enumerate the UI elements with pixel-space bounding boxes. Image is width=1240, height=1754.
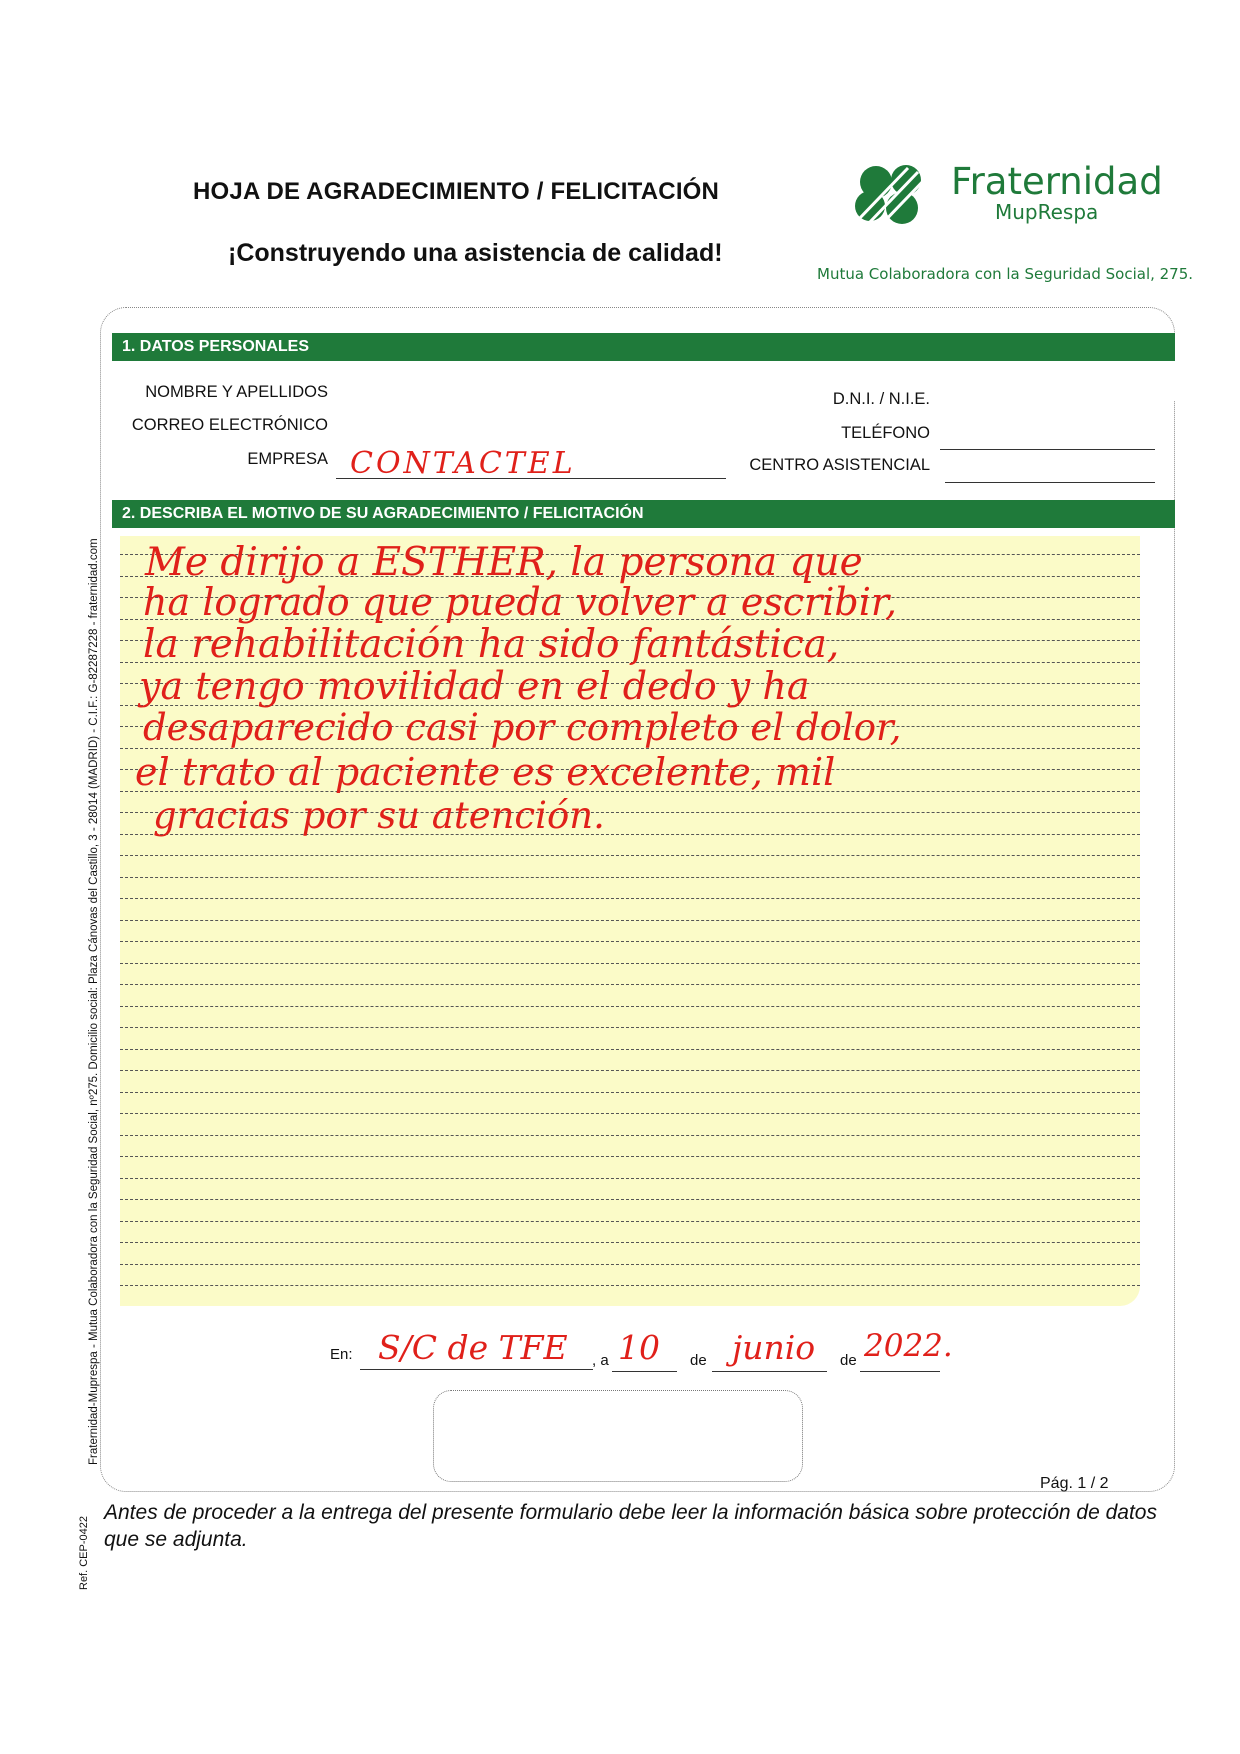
day-value: 10 <box>618 1328 660 1367</box>
ruled-line <box>120 877 1140 878</box>
ruled-line <box>120 1221 1140 1222</box>
section2-header <box>112 500 1175 528</box>
ruled-line <box>120 1135 1140 1136</box>
section1-title: 1. DATOS PERSONALES <box>122 338 309 355</box>
signature-box[interactable] <box>433 1390 803 1482</box>
sidebar-legal-text: Fraternidad-Muprespa - Mutua Colaboradora con la Seguridad Social, nº275. Domicilio social: Plaza Cánovas del Castillo, 3 - 28014 (MADRID) - C.I.F.: G-82287228 - fraternidad.com <box>88 538 100 1465</box>
ruled-line <box>120 1178 1140 1179</box>
ruled-line <box>120 984 1140 985</box>
centro-label: CENTRO ASISTENCIAL <box>749 456 930 474</box>
ruled-line <box>120 1092 1140 1093</box>
year-field[interactable] <box>860 1370 940 1372</box>
centro-field[interactable] <box>945 481 1155 483</box>
correo-label: CORREO ELECTRÓNICO <box>131 416 328 434</box>
year-value: 2022. <box>864 1328 953 1364</box>
form-subtitle: ¡Construyendo una asistencia de calidad! <box>228 239 723 267</box>
ruled-line <box>120 1070 1140 1071</box>
message-line-4: ya tengo movilidad en el dedo y ha <box>139 664 810 708</box>
nombre-label: NOMBRE Y APELLIDOS <box>145 383 328 401</box>
message-line-5: desaparecido casi por completo el dolor, <box>143 706 902 749</box>
ruled-line <box>120 1199 1140 1200</box>
message-line-7: gracias por su atención. <box>153 794 605 837</box>
clover-logo-icon <box>848 160 938 230</box>
empresa-value: CONTACTEL <box>350 446 576 481</box>
ruled-line <box>120 1049 1140 1050</box>
ruled-line <box>120 1006 1140 1007</box>
logo-sub: MupRespa <box>995 200 1099 224</box>
message-line-6: el trato al paciente es excelente, mil <box>135 750 836 794</box>
ruled-line <box>120 1264 1140 1265</box>
telefono-label: TELÉFONO <box>841 424 930 442</box>
ruled-line <box>120 855 1140 856</box>
telefono-field[interactable] <box>940 448 1155 450</box>
privacy-notice: Antes de proceder a la entrega del presente formulario debe leer la información básica sobre protección de datos que se adjunta. <box>104 1501 1157 1551</box>
page-number: Pág. 1 / 2 <box>1040 1475 1109 1492</box>
section1-header <box>112 333 1175 361</box>
month-field[interactable] <box>712 1370 827 1372</box>
logo-name: Fraternidad <box>951 160 1163 203</box>
place-value: S/C de TFE <box>378 1328 568 1367</box>
en-label: En: <box>330 1346 353 1363</box>
ruled-line <box>120 898 1140 899</box>
month-value: junio <box>732 1328 816 1367</box>
ruled-line <box>120 1027 1140 1028</box>
a-label: , a <box>592 1352 609 1369</box>
ruled-line <box>120 1156 1140 1157</box>
de-label-2: de <box>840 1352 857 1369</box>
message-line-3: la rehabilitación ha sido fantástica, <box>143 622 840 667</box>
dni-label: D.N.I. / N.I.E. <box>832 390 930 408</box>
message-line-2: ha logrado que pueda volver a escribir, <box>143 580 897 624</box>
ruled-line <box>120 920 1140 921</box>
ruled-line <box>120 941 1140 942</box>
logo-tagline: Mutua Colaboradora con la Seguridad Social, 275. <box>817 265 1194 283</box>
day-field[interactable] <box>612 1370 677 1372</box>
ruled-line <box>120 1242 1140 1243</box>
ruled-line <box>120 1113 1140 1114</box>
ruled-line <box>120 963 1140 964</box>
message-line-1: Me dirijo a ESTHER, la persona que <box>145 540 863 585</box>
de-label-1: de <box>690 1352 707 1369</box>
form-title: HOJA DE AGRADECIMIENTO / FELICITACIÓN <box>193 178 720 205</box>
reference-code: Ref. CEP-0422 <box>78 1516 90 1590</box>
empresa-label: EMPRESA <box>247 450 328 468</box>
section2-title: 2. DESCRIBA EL MOTIVO DE SU AGRADECIMIENTO / FELICITACIÓN <box>122 505 644 522</box>
ruled-line <box>120 1285 1140 1286</box>
place-field[interactable] <box>360 1368 593 1370</box>
